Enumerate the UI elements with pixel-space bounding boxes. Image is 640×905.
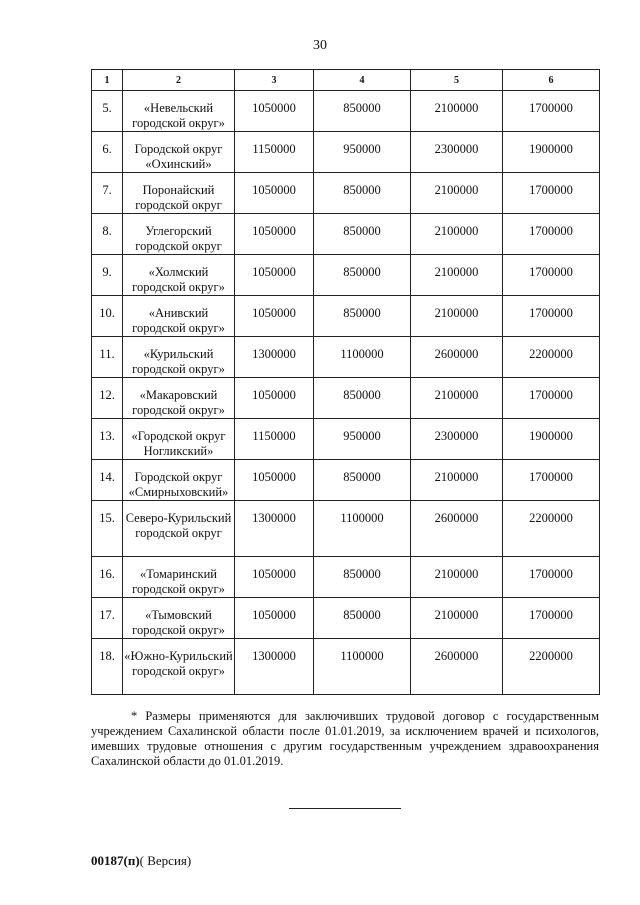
value-cell: 850000 [314,173,411,214]
value-cell: 1700000 [503,91,600,132]
district-name-cell: Городской округ «Смирныховский» [123,460,235,501]
separator-line [289,808,401,809]
footnote: * Размеры применяются для заключивших трудовой договор с государственным учреждением Сахалинской области после 01.01.2019, за исключением врачей и психологов, имевших трудовые отношения с другим государственным учреждением здравоохранения Сахалинской области до 01.01.2019. [91,709,599,768]
row-number-cell: 16. [92,557,123,598]
value-cell: 850000 [314,214,411,255]
value-cell: 2100000 [411,378,503,419]
value-cell: 2600000 [411,337,503,378]
value-cell: 2600000 [411,501,503,557]
column-header: 1 [92,70,123,91]
value-cell: 850000 [314,378,411,419]
value-cell: 2100000 [411,296,503,337]
value-cell: 1100000 [314,337,411,378]
table-row [92,378,600,419]
value-cell: 2100000 [411,557,503,598]
table-row [92,419,600,460]
table-row [92,501,600,557]
table-row [92,173,600,214]
value-cell: 1050000 [235,557,314,598]
value-cell: 1700000 [503,214,600,255]
district-name-cell: «Холмский городской округ» [123,255,235,296]
value-cell: 1300000 [235,337,314,378]
value-cell: 1050000 [235,173,314,214]
value-cell: 2200000 [503,501,600,557]
district-name-cell: «Тымовский городской округ» [123,598,235,639]
column-header: 5 [411,70,503,91]
district-name-cell: «Анивский городской округ» [123,296,235,337]
column-header: 3 [235,70,314,91]
value-cell: 1700000 [503,173,600,214]
value-cell: 1700000 [503,557,600,598]
value-cell: 1300000 [235,501,314,557]
district-name-cell: «Городской округ Ногликский» [123,419,235,460]
row-number-cell: 17. [92,598,123,639]
value-cell: 2100000 [411,598,503,639]
district-name-cell: Городской округ «Охинский» [123,132,235,173]
value-cell: 2100000 [411,91,503,132]
table-row [92,132,600,173]
value-cell: 1050000 [235,91,314,132]
district-name-cell: Углегорский городской округ [123,214,235,255]
page-number: 30 [313,38,327,53]
table-body [92,91,600,695]
column-header: 4 [314,70,411,91]
value-cell: 1900000 [503,132,600,173]
value-cell: 2200000 [503,337,600,378]
value-cell: 2100000 [411,255,503,296]
value-cell: 2600000 [411,639,503,695]
row-number-cell: 8. [92,214,123,255]
value-cell: 2100000 [411,173,503,214]
value-cell: 850000 [314,557,411,598]
district-name-cell: «Невельский городской округ» [123,91,235,132]
value-cell: 950000 [314,419,411,460]
value-cell: 1700000 [503,296,600,337]
value-cell: 1050000 [235,378,314,419]
district-name-cell: Поронайский городской округ [123,173,235,214]
value-cell: 850000 [314,296,411,337]
document-code-version: ( Версия) [139,853,192,868]
value-cell: 1100000 [314,501,411,557]
value-cell: 1700000 [503,378,600,419]
value-cell: 1700000 [503,460,600,501]
table-header-row [92,70,600,91]
value-cell: 1050000 [235,460,314,501]
row-number-cell: 9. [92,255,123,296]
row-number-cell: 13. [92,419,123,460]
value-cell: 1050000 [235,598,314,639]
value-cell: 850000 [314,255,411,296]
row-number-cell: 15. [92,501,123,557]
value-cell: 1700000 [503,598,600,639]
table-row [92,214,600,255]
document-code [91,853,191,869]
value-cell: 2200000 [503,639,600,695]
value-cell: 2300000 [411,132,503,173]
table-row [92,557,600,598]
district-name-cell: «Томаринский городской округ» [123,557,235,598]
table-row [92,91,600,132]
value-cell: 1050000 [235,255,314,296]
row-number-cell: 12. [92,378,123,419]
value-cell: 1150000 [235,419,314,460]
value-cell: 850000 [314,91,411,132]
table-row [92,255,600,296]
document-code-number: 00187(п) [91,853,140,868]
table-row [92,639,600,695]
column-header: 6 [503,70,600,91]
table-row [92,460,600,501]
column-header: 2 [123,70,235,91]
value-cell: 1050000 [235,296,314,337]
row-number-cell: 18. [92,639,123,695]
value-cell: 1900000 [503,419,600,460]
allowance-table [91,69,600,695]
district-name-cell: «Макаровский городской округ» [123,378,235,419]
row-number-cell: 5. [92,91,123,132]
table-row [92,598,600,639]
value-cell: 850000 [314,598,411,639]
value-cell: 2300000 [411,419,503,460]
table-row [92,296,600,337]
table-row [92,337,600,378]
row-number-cell: 7. [92,173,123,214]
value-cell: 2100000 [411,460,503,501]
row-number-cell: 6. [92,132,123,173]
value-cell: 1150000 [235,132,314,173]
value-cell: 1700000 [503,255,600,296]
value-cell: 1050000 [235,214,314,255]
value-cell: 850000 [314,460,411,501]
value-cell: 1100000 [314,639,411,695]
district-name-cell: «Курильский городской округ» [123,337,235,378]
district-name-cell: Северо-Курильский городской округ [123,501,235,557]
row-number-cell: 10. [92,296,123,337]
district-name-cell: «Южно-Курильский городской округ» [123,639,235,695]
value-cell: 2100000 [411,214,503,255]
value-cell: 950000 [314,132,411,173]
row-number-cell: 14. [92,460,123,501]
value-cell: 1300000 [235,639,314,695]
row-number-cell: 11. [92,337,123,378]
